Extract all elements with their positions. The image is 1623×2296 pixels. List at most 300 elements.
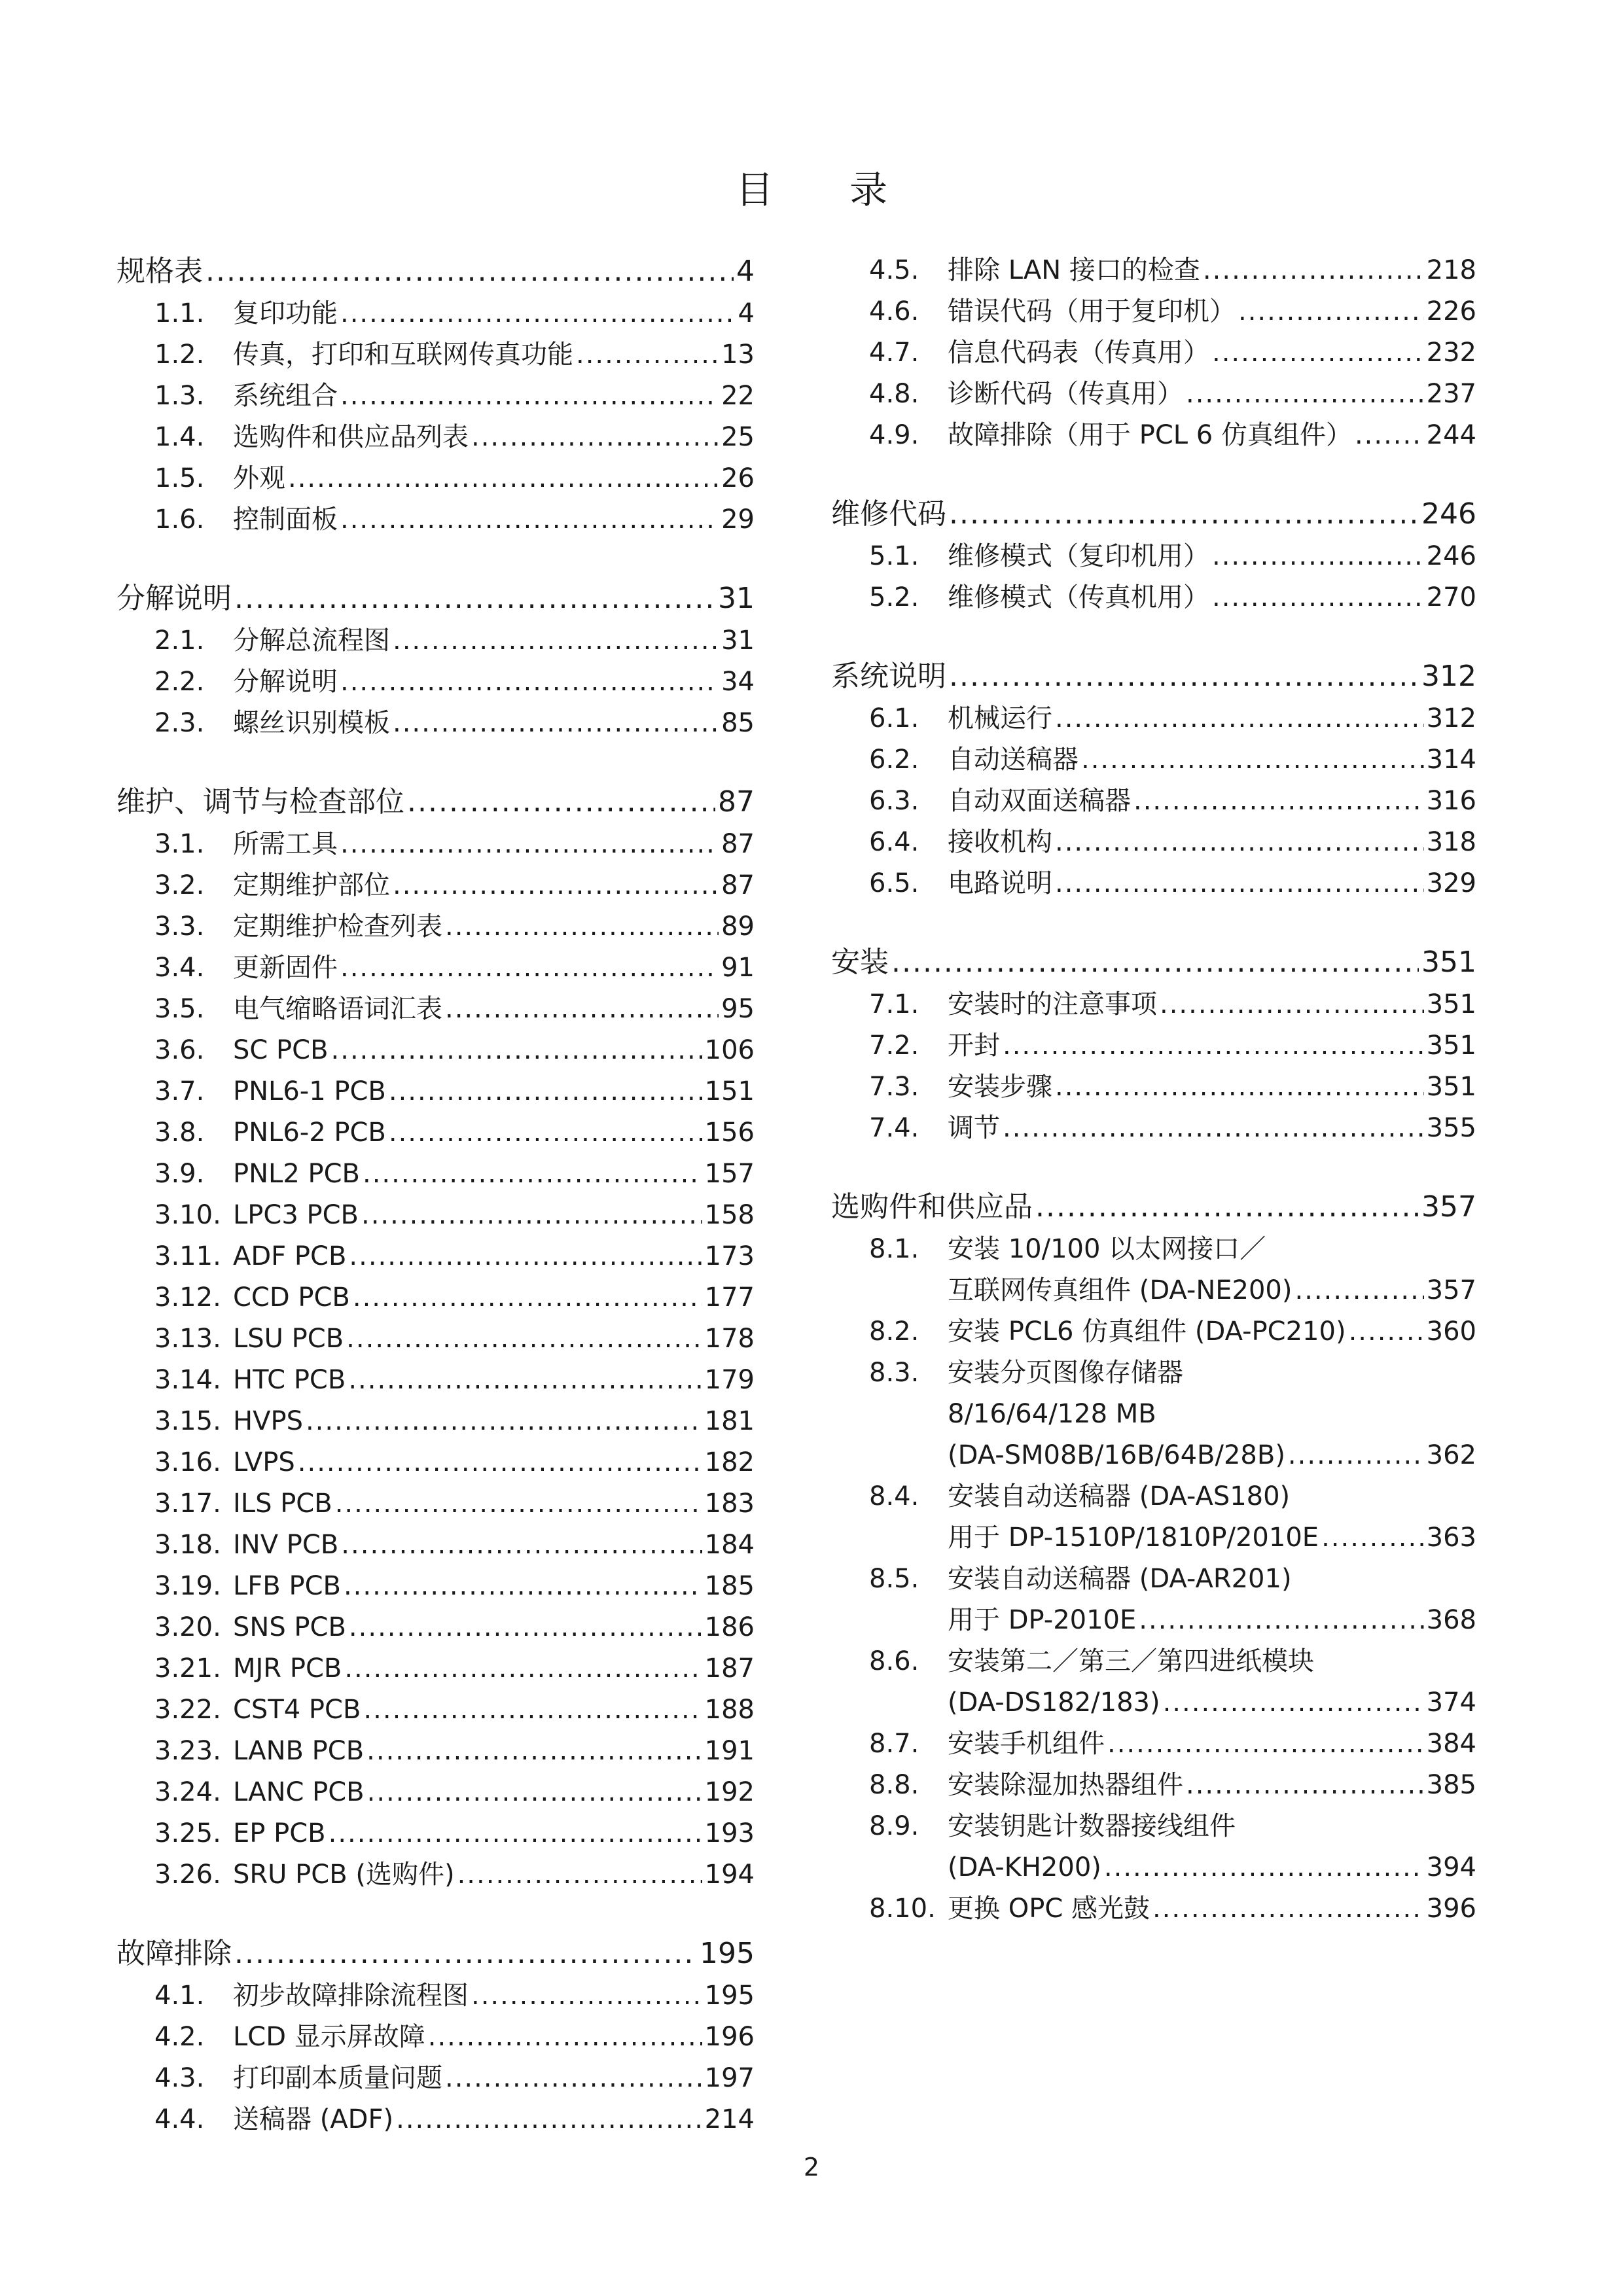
toc-section-entry[interactable] xyxy=(116,334,755,376)
toc-section-entry[interactable] xyxy=(831,822,1476,863)
leader-dots xyxy=(1133,781,1424,822)
section-page: 4 xyxy=(738,298,755,328)
section-title: 打印副本质量问题 xyxy=(233,2063,442,2093)
leader-dots xyxy=(1294,1270,1423,1311)
section-title: 分解总流程图 xyxy=(233,626,390,656)
section-title: 用于 DP-2010E xyxy=(948,1605,1137,1635)
section-title: 错误代码（用于复印机） xyxy=(948,296,1236,327)
toc-section-entry[interactable] xyxy=(831,374,1476,415)
leader-dots xyxy=(331,1030,702,1071)
toc-section-entry[interactable] xyxy=(116,458,755,499)
toc-section-entry[interactable] xyxy=(831,536,1476,577)
page-number: 2 xyxy=(803,2153,820,2181)
section-page: 232 xyxy=(1426,338,1476,368)
toc-section-entry[interactable] xyxy=(116,293,755,334)
toc-section-entry[interactable] xyxy=(116,865,755,906)
section-page: 22 xyxy=(721,381,755,411)
section-title: 电气缩略语词汇表 xyxy=(233,994,442,1024)
section-page: 368 xyxy=(1426,1605,1476,1635)
section-title: 信息代码表（传真用） xyxy=(948,338,1209,368)
toc-section-entry[interactable] xyxy=(116,1360,755,1401)
section-title: 安装自动送稿器 (DA-AR201) xyxy=(948,1564,1292,1594)
section-title: CCD PCB xyxy=(233,1282,350,1313)
section-page: 192 xyxy=(704,1777,755,1807)
section-title: 定期维护部位 xyxy=(233,870,390,900)
chapter-page: 87 xyxy=(718,785,755,819)
section-number: 8.9. xyxy=(869,1811,919,1841)
section-number: 3.3. xyxy=(154,911,205,942)
leader-dots xyxy=(1212,577,1424,618)
section-title: 更换 OPC 感光鼓 xyxy=(948,1894,1150,1924)
leader-dots xyxy=(367,1772,702,1813)
section-page: 194 xyxy=(704,1860,755,1890)
section-page: 95 xyxy=(721,994,755,1024)
toc-section-entry[interactable] xyxy=(116,1112,755,1154)
leader-dots xyxy=(329,1813,702,1854)
toc-section-entry[interactable] xyxy=(116,824,755,865)
leader-dots xyxy=(396,2099,702,2140)
leader-dots xyxy=(949,493,1419,536)
section-page: 394 xyxy=(1426,1852,1476,1882)
section-number: 4.6. xyxy=(869,296,919,327)
leader-dots xyxy=(1081,739,1424,781)
toc-section-entry[interactable] xyxy=(831,1682,1476,1723)
toc-chapter-entry[interactable] xyxy=(831,493,1476,536)
section-title: 螺丝识别模板 xyxy=(233,708,390,738)
leader-dots xyxy=(471,1975,702,2017)
section-page: 357 xyxy=(1426,1275,1476,1305)
toc-section-entry[interactable] xyxy=(116,1401,755,1442)
leader-dots xyxy=(346,1318,702,1360)
page-title: 目 录 xyxy=(735,168,887,212)
leader-dots xyxy=(340,499,719,540)
section-number: 4.5. xyxy=(869,255,919,285)
section-page: 196 xyxy=(704,2022,755,2052)
toc-section-entry[interactable] xyxy=(116,2017,755,2058)
section-number: 6.5. xyxy=(869,868,919,898)
leader-dots xyxy=(393,703,719,744)
section-number: 3.4. xyxy=(154,953,205,983)
section-page: 270 xyxy=(1426,582,1476,612)
chapter-page: 357 xyxy=(1421,1190,1476,1224)
section-page: 316 xyxy=(1426,786,1476,816)
toc-section-entry[interactable] xyxy=(831,1600,1476,1641)
toc-section-entry[interactable] xyxy=(116,1030,755,1071)
toc-section-entry[interactable] xyxy=(831,1888,1476,1930)
chapter-title: 系统说明 xyxy=(831,660,946,693)
section-title: 安装钥匙计数器接线组件 xyxy=(948,1811,1236,1841)
section-title: (DA-SM08B/16B/64B/28B) xyxy=(948,1440,1285,1470)
leader-dots xyxy=(1212,536,1424,577)
toc-section-entry[interactable] xyxy=(831,1806,1476,1847)
section-title: 所需工具 xyxy=(233,829,338,859)
leader-dots xyxy=(471,417,719,458)
toc-section-entry[interactable] xyxy=(831,250,1476,291)
chapter-title: 规格表 xyxy=(116,255,203,288)
leader-dots xyxy=(1003,1025,1424,1067)
section-number: 1.5. xyxy=(154,463,205,493)
section-title: LCD 显示屏故障 xyxy=(233,2022,425,2052)
section-number: 4.2. xyxy=(154,2022,205,2052)
section-number: 3.19. xyxy=(154,1571,221,1601)
section-number: 3.9. xyxy=(154,1159,205,1189)
toc-section-entry[interactable] xyxy=(831,1025,1476,1067)
section-title: 安装自动送稿器 (DA-AS180) xyxy=(948,1481,1291,1511)
section-title: 传真，打印和互联网传真功能 xyxy=(233,340,573,370)
section-number: 3.7. xyxy=(154,1076,205,1106)
leader-dots xyxy=(949,655,1419,698)
section-page: 158 xyxy=(704,1200,755,1230)
section-page: 226 xyxy=(1426,296,1476,327)
toc-section-entry[interactable] xyxy=(831,1723,1476,1765)
section-title: 电路说明 xyxy=(948,868,1052,898)
toc-section-entry[interactable] xyxy=(831,1559,1476,1600)
leader-dots xyxy=(1186,1765,1424,1806)
chapter-title: 维护、调节与检查部位 xyxy=(116,785,404,819)
section-title: 送稿器 (ADF) xyxy=(233,2104,394,2134)
section-number: 7.1. xyxy=(869,989,919,1019)
section-page: 244 xyxy=(1426,420,1476,450)
toc-section-entry[interactable] xyxy=(116,989,755,1030)
section-page: 26 xyxy=(721,463,755,493)
toc-section-entry[interactable] xyxy=(116,1689,755,1731)
toc-section-entry[interactable] xyxy=(831,781,1476,822)
section-title: SNS PCB xyxy=(233,1612,346,1642)
section-number: 3.24. xyxy=(154,1777,221,1807)
section-page: 89 xyxy=(721,911,755,942)
leader-dots xyxy=(1288,1435,1424,1476)
section-title: PNL6-2 PCB xyxy=(233,1118,386,1148)
section-title: 排除 LAN 接口的检查 xyxy=(948,255,1200,285)
section-title: 故障排除（用于 PCL 6 仿真组件） xyxy=(948,420,1352,450)
section-number: 1.6. xyxy=(154,504,205,535)
leader-dots xyxy=(234,577,715,620)
leader-dots xyxy=(205,250,734,293)
leader-dots xyxy=(389,1071,702,1112)
section-number: 8.1. xyxy=(869,1234,919,1264)
toc-section-entry[interactable] xyxy=(116,1607,755,1648)
section-page: 351 xyxy=(1426,1031,1476,1061)
section-number: 8.4. xyxy=(869,1481,919,1511)
toc-section-entry[interactable] xyxy=(831,577,1476,618)
section-number: 1.2. xyxy=(154,340,205,370)
section-title: LPC3 PCB xyxy=(233,1200,359,1230)
leader-dots xyxy=(340,824,719,865)
section-page: 179 xyxy=(704,1365,755,1395)
section-page: 193 xyxy=(704,1818,755,1848)
section-title: 8/16/64/128 MB xyxy=(948,1399,1156,1429)
leader-dots xyxy=(393,620,719,662)
section-page: 34 xyxy=(721,667,755,697)
section-page: 195 xyxy=(704,1981,755,2011)
toc-right-column xyxy=(831,250,1476,1930)
toc-section-entry[interactable] xyxy=(831,698,1476,739)
section-number: 3.8. xyxy=(154,1118,205,1148)
toc-chapter-entry[interactable] xyxy=(831,941,1476,984)
leader-dots xyxy=(407,781,715,824)
toc-section-entry[interactable] xyxy=(116,1071,755,1112)
toc-section xyxy=(116,250,755,540)
leader-dots xyxy=(1003,1108,1424,1149)
section-page: 197 xyxy=(704,2063,755,2093)
toc-section-entry[interactable] xyxy=(831,291,1476,332)
leader-dots xyxy=(1212,332,1424,374)
section-title: LSU PCB xyxy=(233,1324,344,1354)
toc-section-entry[interactable] xyxy=(831,1517,1476,1559)
toc-section-entry[interactable] xyxy=(831,1641,1476,1682)
chapter-page: 351 xyxy=(1421,945,1476,979)
toc-section-entry[interactable] xyxy=(116,947,755,989)
section-title: 诊断代码（传真用） xyxy=(948,379,1183,409)
chapter-title: 选购件和供应品 xyxy=(831,1190,1033,1224)
section-page: 329 xyxy=(1426,868,1476,898)
section-number: 2.1. xyxy=(154,626,205,656)
toc-section xyxy=(116,1932,755,2140)
leader-dots xyxy=(363,1154,702,1195)
toc-chapter-entry[interactable] xyxy=(116,1932,755,1975)
section-title: 复印功能 xyxy=(233,298,338,328)
section-title: LVPS xyxy=(233,1447,295,1477)
section-title: 定期维护检查列表 xyxy=(233,911,442,942)
section-number: 6.1. xyxy=(869,703,919,733)
section-number: 3.2. xyxy=(154,870,205,900)
toc-section-entry[interactable] xyxy=(831,739,1476,781)
section-number: 8.2. xyxy=(869,1316,919,1347)
section-number: 1.3. xyxy=(154,381,205,411)
chapter-page: 31 xyxy=(718,582,755,615)
leader-dots xyxy=(363,1689,702,1731)
section-page: 91 xyxy=(721,953,755,983)
chapter-page: 195 xyxy=(700,1937,755,1970)
section-page: 185 xyxy=(704,1571,755,1601)
section-page: 178 xyxy=(704,1324,755,1354)
section-page: 106 xyxy=(704,1035,755,1065)
toc-section-entry[interactable] xyxy=(116,2058,755,2099)
toc-section-entry[interactable] xyxy=(116,499,755,540)
section-page: 151 xyxy=(704,1076,755,1106)
section-page: 351 xyxy=(1426,1072,1476,1102)
leader-dots xyxy=(445,989,719,1030)
section-page: 385 xyxy=(1426,1770,1476,1800)
toc-section-entry[interactable] xyxy=(831,1270,1476,1311)
toc-section-entry[interactable] xyxy=(116,1813,755,1854)
leader-dots xyxy=(366,1731,702,1772)
toc-section-entry[interactable] xyxy=(116,1731,755,1772)
section-page: 184 xyxy=(704,1530,755,1560)
toc-chapter-entry[interactable] xyxy=(116,577,755,620)
toc-section-entry[interactable] xyxy=(831,863,1476,904)
section-title: 安装时的注意事项 xyxy=(948,989,1157,1019)
section-page: 351 xyxy=(1426,989,1476,1019)
section-title: MJR PCB xyxy=(233,1653,342,1684)
toc-section-entry[interactable] xyxy=(116,1483,755,1525)
toc-section xyxy=(831,655,1476,904)
toc-section-entry[interactable] xyxy=(831,415,1476,456)
toc-section-entry[interactable] xyxy=(116,620,755,662)
section-number: 3.10. xyxy=(154,1200,221,1230)
toc-section-entry[interactable] xyxy=(831,1229,1476,1270)
section-page: 246 xyxy=(1426,541,1476,571)
toc-section-entry[interactable] xyxy=(831,332,1476,374)
section-page: 318 xyxy=(1426,827,1476,857)
section-number: 3.22. xyxy=(154,1695,221,1725)
section-title: 自动送稿器 xyxy=(948,745,1079,775)
section-page: 31 xyxy=(721,626,755,656)
toc-section-entry[interactable] xyxy=(831,1765,1476,1806)
leader-dots xyxy=(1055,863,1424,904)
toc-section-entry[interactable] xyxy=(116,1566,755,1607)
toc-section-entry[interactable] xyxy=(116,376,755,417)
toc-chapter-entry[interactable] xyxy=(116,250,755,293)
section-number: 3.14. xyxy=(154,1365,221,1395)
toc-section-entry[interactable] xyxy=(116,2099,755,2140)
section-number: 8.10. xyxy=(869,1894,936,1924)
section-number: 4.4. xyxy=(154,2104,205,2134)
section-page: 182 xyxy=(704,1447,755,1477)
section-title: LANC PCB xyxy=(233,1777,365,1807)
section-title: INV PCB xyxy=(233,1530,339,1560)
section-page: 362 xyxy=(1426,1440,1476,1470)
section-title: 安装第二／第三／第四进纸模块 xyxy=(948,1646,1314,1676)
toc-section-entry[interactable] xyxy=(116,417,755,458)
section-title: 维修模式（复印机用） xyxy=(948,541,1209,571)
leader-dots xyxy=(341,1525,702,1566)
section-number: 8.8. xyxy=(869,1770,919,1800)
section-title: (DA-KH200) xyxy=(948,1852,1101,1882)
leader-dots xyxy=(393,865,719,906)
toc-chapter-entry[interactable] xyxy=(831,655,1476,698)
leader-dots xyxy=(1107,1723,1424,1765)
toc-section-entry[interactable] xyxy=(831,1394,1476,1435)
toc-section-entry[interactable] xyxy=(116,1975,755,2017)
section-title: CST4 PCB xyxy=(233,1695,361,1725)
section-title: PNL2 PCB xyxy=(233,1159,360,1189)
section-page: 360 xyxy=(1426,1316,1476,1347)
leader-dots xyxy=(891,941,1419,984)
section-title: 分解说明 xyxy=(233,667,338,697)
leader-dots xyxy=(1163,1682,1424,1723)
section-number: 3.20. xyxy=(154,1612,221,1642)
toc-section-entry[interactable] xyxy=(116,662,755,703)
section-number: 3.5. xyxy=(154,994,205,1024)
section-number: 7.4. xyxy=(869,1113,919,1143)
toc-section xyxy=(116,577,755,744)
section-page: 214 xyxy=(704,2104,755,2134)
toc-section-entry[interactable] xyxy=(116,1195,755,1236)
section-page: 13 xyxy=(721,340,755,370)
section-page: 384 xyxy=(1426,1729,1476,1759)
section-page: 188 xyxy=(704,1695,755,1725)
leader-dots xyxy=(1055,1067,1424,1108)
leader-dots xyxy=(298,1442,702,1483)
section-number: 6.4. xyxy=(869,827,919,857)
toc-section xyxy=(116,781,755,1896)
leader-dots xyxy=(1321,1517,1424,1559)
section-page: 218 xyxy=(1426,255,1476,285)
toc-section-entry[interactable] xyxy=(116,1648,755,1689)
section-number: 8.5. xyxy=(869,1564,919,1594)
leader-dots xyxy=(288,458,719,499)
toc-section-entry[interactable] xyxy=(831,1847,1476,1888)
section-number: 3.1. xyxy=(154,829,205,859)
toc-section-entry[interactable] xyxy=(116,1772,755,1813)
chapter-page: 4 xyxy=(736,255,755,288)
toc-section-entry[interactable] xyxy=(831,1108,1476,1149)
leader-dots xyxy=(1203,250,1424,291)
toc-section xyxy=(831,1186,1476,1930)
toc-section-entry[interactable] xyxy=(116,1154,755,1195)
section-title: PNL6-1 PCB xyxy=(233,1076,386,1106)
toc-section-entry[interactable] xyxy=(831,984,1476,1025)
section-number: 6.2. xyxy=(869,745,919,775)
section-title: LANB PCB xyxy=(233,1736,365,1766)
leader-dots xyxy=(234,1932,697,1975)
section-number: 4.3. xyxy=(154,2063,205,2093)
toc-section-entry[interactable] xyxy=(116,1525,755,1566)
toc-section-entry[interactable] xyxy=(116,1854,755,1896)
section-title: 安装手机组件 xyxy=(948,1729,1105,1759)
section-number: 3.6. xyxy=(154,1035,205,1065)
toc-chapter-entry[interactable] xyxy=(831,1186,1476,1229)
leader-dots xyxy=(340,376,719,417)
section-page: 374 xyxy=(1426,1687,1476,1718)
section-title: 安装步骤 xyxy=(948,1072,1052,1102)
section-title: SRU PCB (选购件) xyxy=(233,1860,455,1890)
toc-section-entry[interactable] xyxy=(116,1442,755,1483)
toc-section-entry[interactable] xyxy=(116,1277,755,1318)
section-number: 3.23. xyxy=(154,1736,221,1766)
chapter-title: 分解说明 xyxy=(116,582,232,615)
section-number: 6.3. xyxy=(869,786,919,816)
toc-section-entry[interactable] xyxy=(831,1476,1476,1517)
section-number: 7.3. xyxy=(869,1072,919,1102)
toc-section-entry[interactable] xyxy=(831,1311,1476,1352)
section-number: 5.1. xyxy=(869,541,919,571)
section-number: 4.1. xyxy=(154,1981,205,2011)
toc-section-entry[interactable] xyxy=(116,703,755,744)
section-title: 初步故障排除流程图 xyxy=(233,1981,469,2011)
toc-section-entry[interactable] xyxy=(116,906,755,947)
toc-section-entry[interactable] xyxy=(116,1318,755,1360)
toc-chapter-entry[interactable] xyxy=(116,781,755,824)
section-number: 8.7. xyxy=(869,1729,919,1759)
toc-section-entry[interactable] xyxy=(831,1067,1476,1108)
toc-section-entry[interactable] xyxy=(116,1236,755,1277)
section-title: HVPS xyxy=(233,1406,303,1436)
section-title: 外观 xyxy=(233,463,285,493)
section-title: 安装 10/100 以太网接口／ xyxy=(948,1234,1266,1264)
section-title: ILS PCB xyxy=(233,1489,332,1519)
leader-dots xyxy=(1238,291,1424,332)
leader-dots xyxy=(1055,698,1424,739)
toc-section-entry[interactable] xyxy=(831,1352,1476,1394)
chapter-title: 维修代码 xyxy=(831,497,946,531)
section-page: 363 xyxy=(1426,1523,1476,1553)
section-number: 3.25. xyxy=(154,1818,221,1848)
section-page: 87 xyxy=(721,829,755,859)
chapter-page: 312 xyxy=(1421,660,1476,693)
section-number: 8.3. xyxy=(869,1358,919,1388)
section-title: ADF PCB xyxy=(233,1241,347,1271)
leader-dots xyxy=(344,1566,702,1607)
toc-left-column xyxy=(116,250,755,2140)
toc-section xyxy=(831,250,1476,456)
toc-section-entry[interactable] xyxy=(831,1435,1476,1476)
leader-dots xyxy=(1035,1186,1419,1229)
section-page: 191 xyxy=(704,1736,755,1766)
section-number: 5.2. xyxy=(869,582,919,612)
leader-dots xyxy=(340,662,719,703)
